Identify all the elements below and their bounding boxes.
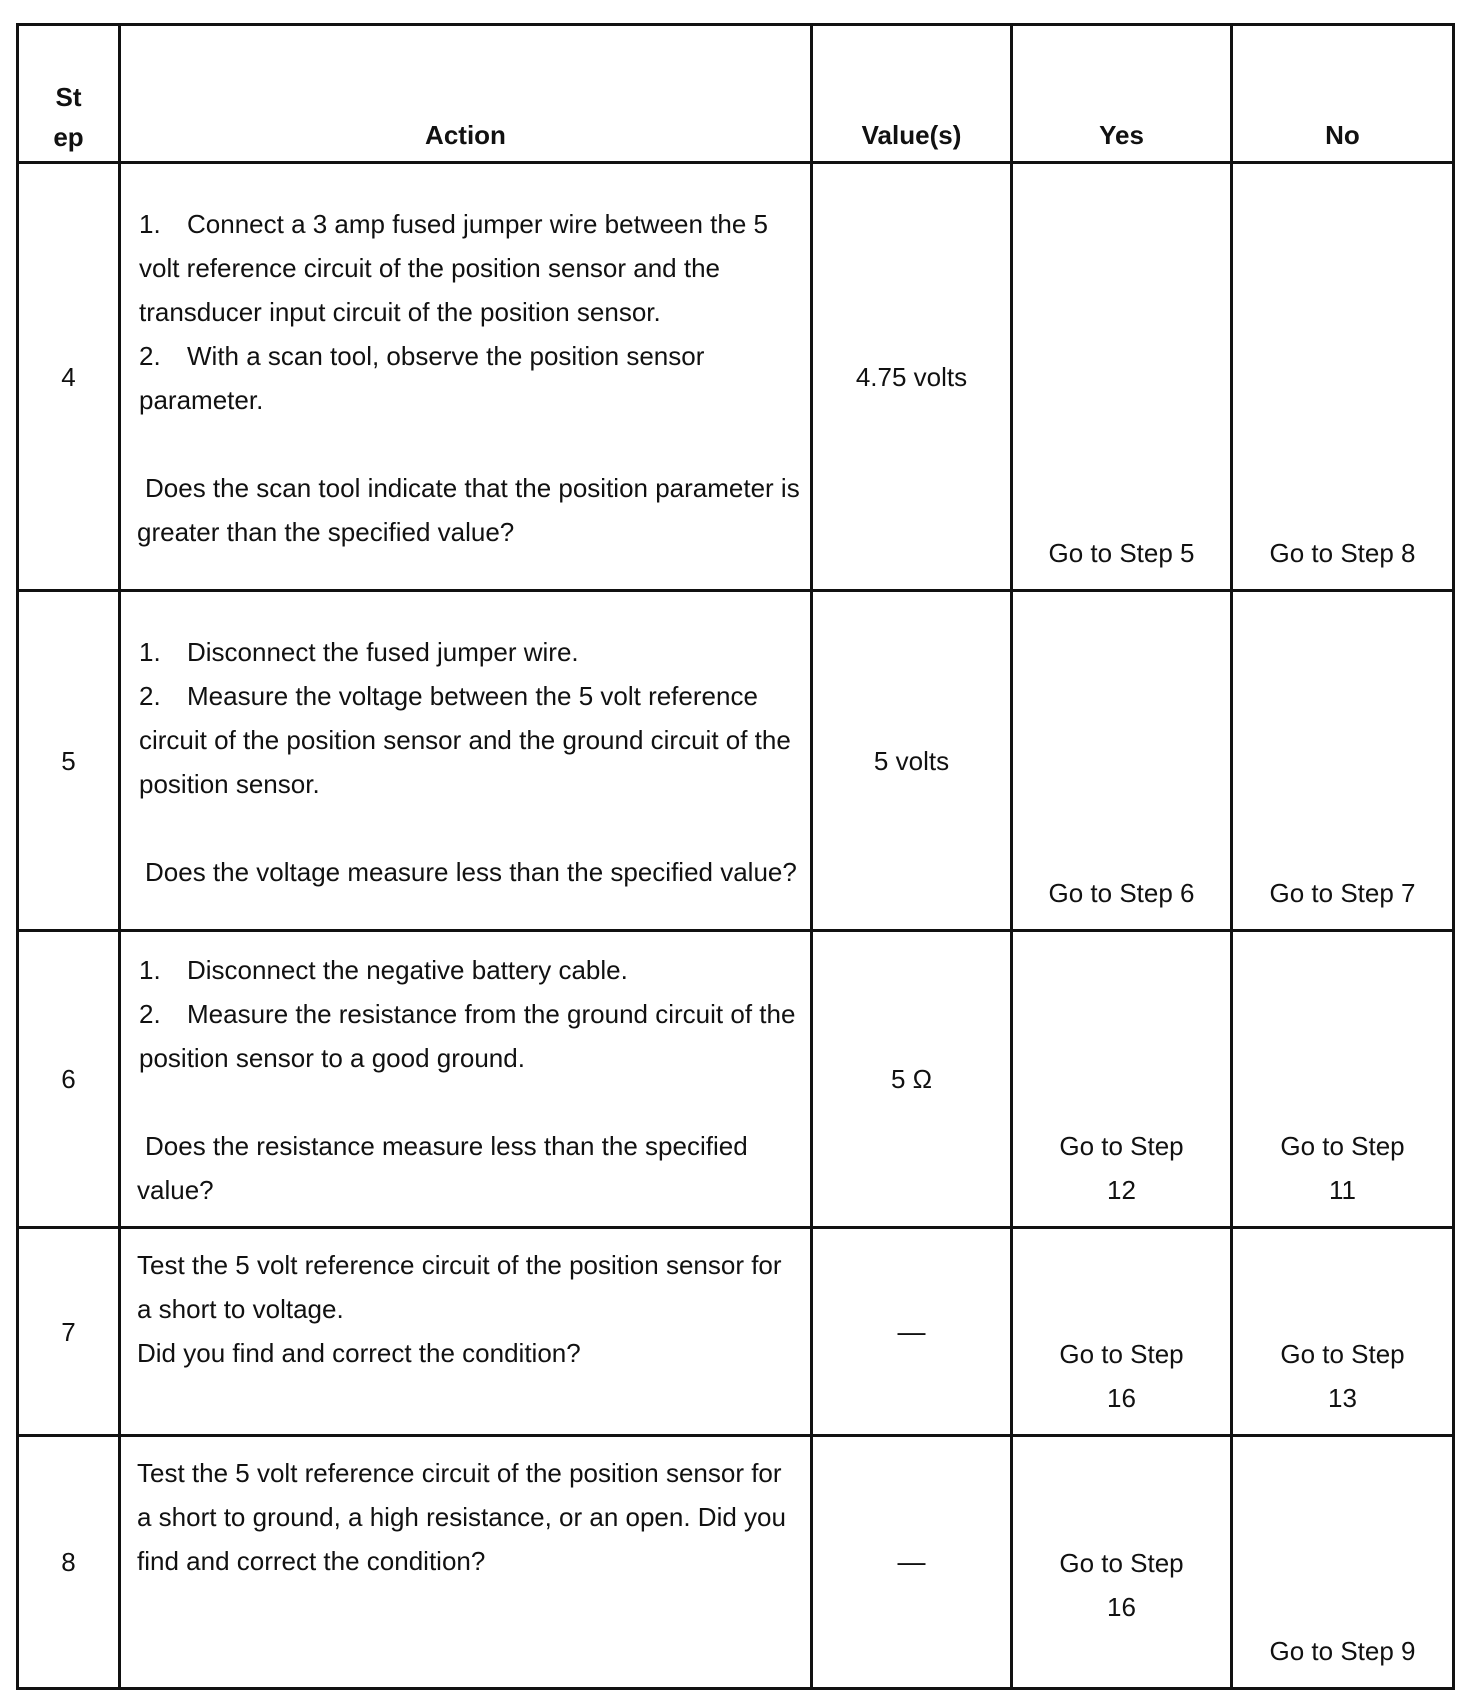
no-link: Go to Step 13 <box>1280 1339 1405 1413</box>
value-cell: 5 Ω <box>812 931 1012 1228</box>
action-question: Does the voltage measure less than the specified value? <box>145 856 797 887</box>
action-step-number: 1. <box>139 636 161 667</box>
no-link: Go to Step 11 <box>1280 1131 1405 1205</box>
action-text: Test the 5 volt reference circuit of the position sensor for a short to voltage. <box>137 1250 782 1324</box>
action-text: Test the 5 volt reference circuit of the position sensor for a short to ground, a high resistance, or an open. Did you find and correct the condition? <box>137 1458 786 1576</box>
no-cell <box>1232 1436 1454 1689</box>
no-cell <box>1232 931 1454 1228</box>
action-step <box>137 630 800 674</box>
header-yes: Yes <box>1012 25 1232 163</box>
action-step <box>137 948 800 992</box>
action-step-number: 1. <box>139 955 161 985</box>
no-cell <box>1232 163 1454 591</box>
table-header <box>18 25 1454 163</box>
action-step <box>137 674 800 806</box>
action-step <box>137 202 800 334</box>
action-question: Did you find and correct the condition? <box>137 1338 581 1368</box>
yes-cell <box>1012 1436 1232 1689</box>
yes-link: Go to Step 16 <box>1059 1339 1184 1413</box>
yes-link: Go to Step 5 <box>1048 538 1195 568</box>
no-link: Go to Step 9 <box>1269 1636 1416 1666</box>
action-step-number: 2. <box>139 340 161 371</box>
step-number: 4 <box>18 163 120 591</box>
header-action: Action <box>120 25 812 163</box>
header-values: Value(s) <box>812 25 1012 163</box>
table-row <box>18 163 1454 591</box>
step-number: 8 <box>18 1436 120 1689</box>
table-row <box>18 1436 1454 1689</box>
action-step-text: With a scan tool, observe the position sensor parameter. <box>139 340 705 415</box>
value-cell: 4.75 volts <box>812 163 1012 591</box>
table-row <box>18 1228 1454 1436</box>
yes-cell <box>1012 1228 1232 1436</box>
yes-link: Go to Step 12 <box>1059 1131 1184 1205</box>
yes-cell <box>1012 931 1232 1228</box>
action-question: Does the resistance measure less than the specified value? <box>137 1131 748 1205</box>
step-number: 6 <box>18 931 120 1228</box>
no-link: Go to Step 7 <box>1269 878 1416 908</box>
action-cell <box>120 163 812 591</box>
action-question: Does the scan tool indicate that the position parameter is greater than the specified value? <box>137 472 800 547</box>
diagnostic-table <box>16 23 1455 1690</box>
action-cell <box>120 1228 812 1436</box>
action-step-number: 1. <box>139 208 161 239</box>
action-step-text: Measure the resistance from the ground circuit of the position sensor to a good ground. <box>139 999 796 1073</box>
table-body <box>18 163 1454 1689</box>
value-cell: — <box>812 1436 1012 1689</box>
value-cell: — <box>812 1228 1012 1436</box>
yes-link: Go to Step 16 <box>1059 1548 1184 1622</box>
action-step-number: 2. <box>139 680 161 711</box>
header-row <box>18 25 1454 163</box>
step-number: 7 <box>18 1228 120 1436</box>
action-cell <box>120 931 812 1228</box>
action-cell <box>120 591 812 931</box>
no-cell <box>1232 1228 1454 1436</box>
action-step-text: Connect a 3 amp fused jumper wire between the 5 volt reference circuit of the position sensor and the transducer input circuit of the position sensor. <box>139 208 769 327</box>
action-cell <box>120 1436 812 1689</box>
action-step <box>137 334 800 422</box>
table-row <box>18 591 1454 931</box>
header-no: No <box>1232 25 1454 163</box>
action-step-text: Disconnect the negative battery cable. <box>187 955 628 985</box>
value-cell: 5 volts <box>812 591 1012 931</box>
header-step: St ep <box>18 25 120 163</box>
no-cell <box>1232 591 1454 931</box>
action-step-number: 2. <box>139 999 161 1029</box>
yes-link: Go to Step 6 <box>1048 878 1195 908</box>
step-number: 5 <box>18 591 120 931</box>
yes-cell <box>1012 163 1232 591</box>
no-link: Go to Step 8 <box>1269 538 1416 568</box>
action-step-text: Disconnect the fused jumper wire. <box>187 636 579 667</box>
action-step <box>137 992 800 1080</box>
yes-cell <box>1012 591 1232 931</box>
table-row <box>18 931 1454 1228</box>
action-step-text: Measure the voltage between the 5 volt reference circuit of the position sensor and the ground circuit of the position sensor. <box>139 680 791 799</box>
